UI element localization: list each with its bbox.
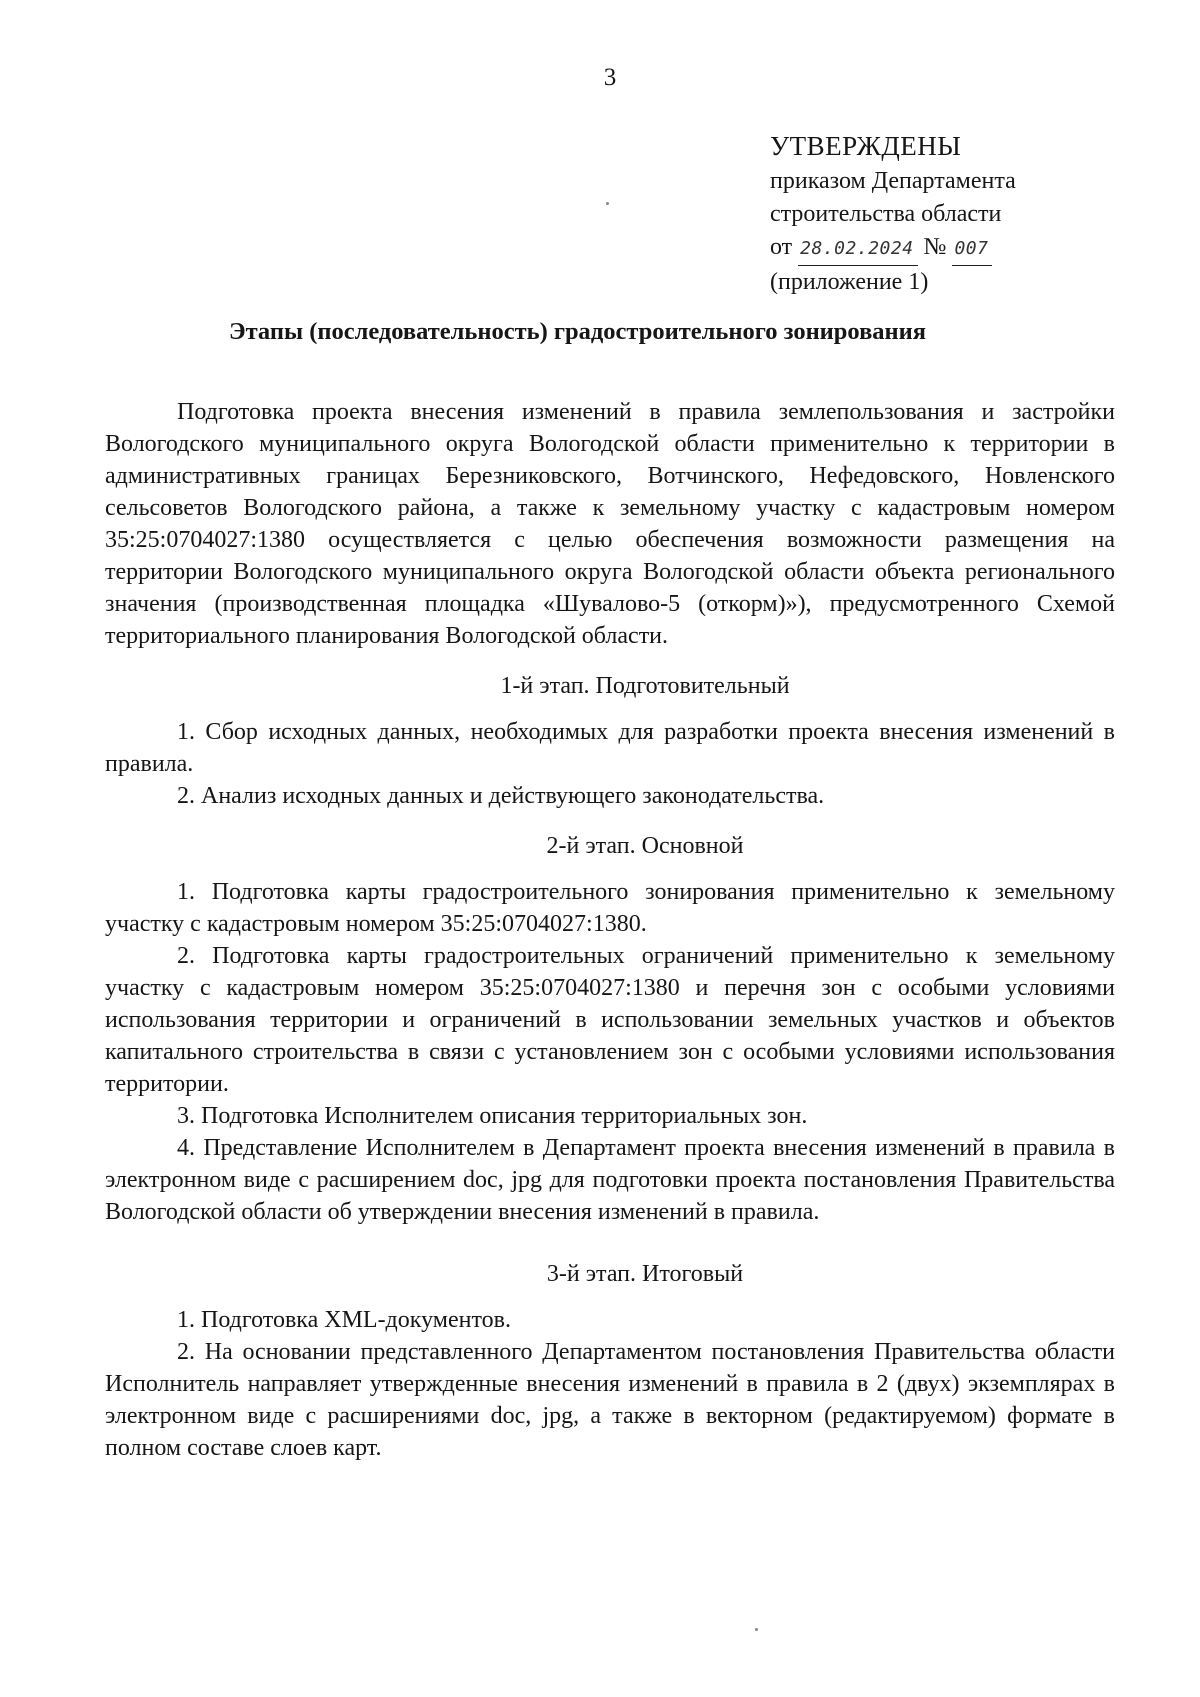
approval-line-2: строительства области — [770, 201, 1002, 227]
stage-item: 2. Анализ исходных данных и действующего законодательства. — [177, 783, 825, 809]
stage-item: 2. Подготовка карты градостроительных ограничений применительно к земельному участку с кадастровым номером 35:25:0704027:1380 и перечня зон с особыми условиями использования территории и ограничений в использовании земельных участков и объектов капитального строительства в связи с установлением зон с особыми условиями использования территории. — [105, 943, 1115, 1097]
document-title: Этапы (последовательность) градостроительного зонирования — [228, 318, 927, 345]
stage-heading: 3-й этап. Итоговый — [546, 1261, 744, 1287]
intro-paragraph: Подготовка проекта внесения изменений в правила землепользования и застройки Вологодского муниципального округа Вологодской области применительно к территории в административных границах Березниковского, Вотчинского, Нефедовского, Новленского сельсоветов Вологодского района, а также к земельному участку с кадастровым номером 35:25:0704027:1380 осуществляется с целью обеспечения возможности размещения на территории Вологодского муниципального округа Вологодской области объекта регионального значения (производственная площадка «Шувалово-5 (откорм)»), предусмотренного Схемой территориального планирования Вологодской области. — [105, 399, 1115, 649]
approval-date-line — [770, 231, 1090, 266]
stage-item: 1. Подготовка XML-документов. — [177, 1307, 511, 1333]
stage-item: 1. Подготовка карты градостроительного зонирования применительно к земельному участку с кадастровым номером 35:25:0704027:1380. — [105, 879, 1115, 937]
stage-3 — [105, 1258, 1115, 1464]
approval-heading: УТВЕРЖДЕНЫ — [770, 131, 962, 161]
scan-speck — [606, 202, 609, 205]
scan-speck — [755, 1628, 758, 1631]
date-prefix: от — [770, 234, 793, 260]
stage-item: 3. Подготовка Исполнителем описания территориальных зон. — [177, 1103, 808, 1129]
stage-item: 2. На основании представленного Департаментом постановления Правительства области Исполнитель направляет утвержденные внесения изменений в правила в 2 (двух) экземплярах в электронном виде с расширениями doc, jpg, а также в векторном (редактируемом) формате в полном составе слоев карт. — [105, 1339, 1115, 1461]
stage-item: 1. Сбор исходных данных, необходимых для разработки проекта внесения изменений в правила. — [105, 719, 1115, 777]
handwritten-number: 007 — [952, 232, 992, 266]
stage-heading: 2-й этап. Основной — [546, 833, 744, 859]
stage-1 — [105, 670, 1115, 812]
stage-item: 4. Представление Исполнителем в Департамент проекта внесения изменений в правила в электронном виде с расширением doc, jpg для подготовки проекта постановления Правительства Вологодской области об утверждении внесения изменений в правила. — [105, 1135, 1115, 1225]
number-prefix: № — [923, 234, 947, 260]
stage-2 — [105, 830, 1115, 1228]
approval-line-1: приказом Департамента — [770, 168, 1016, 194]
page-number: 3 — [603, 64, 617, 91]
stage-heading: 1-й этап. Подготовительный — [500, 673, 790, 699]
approval-block — [770, 130, 1090, 299]
appendix-note: (приложение 1) — [770, 269, 929, 295]
document-body — [105, 396, 1115, 1464]
handwritten-date: 28.02.2024 — [798, 232, 917, 266]
